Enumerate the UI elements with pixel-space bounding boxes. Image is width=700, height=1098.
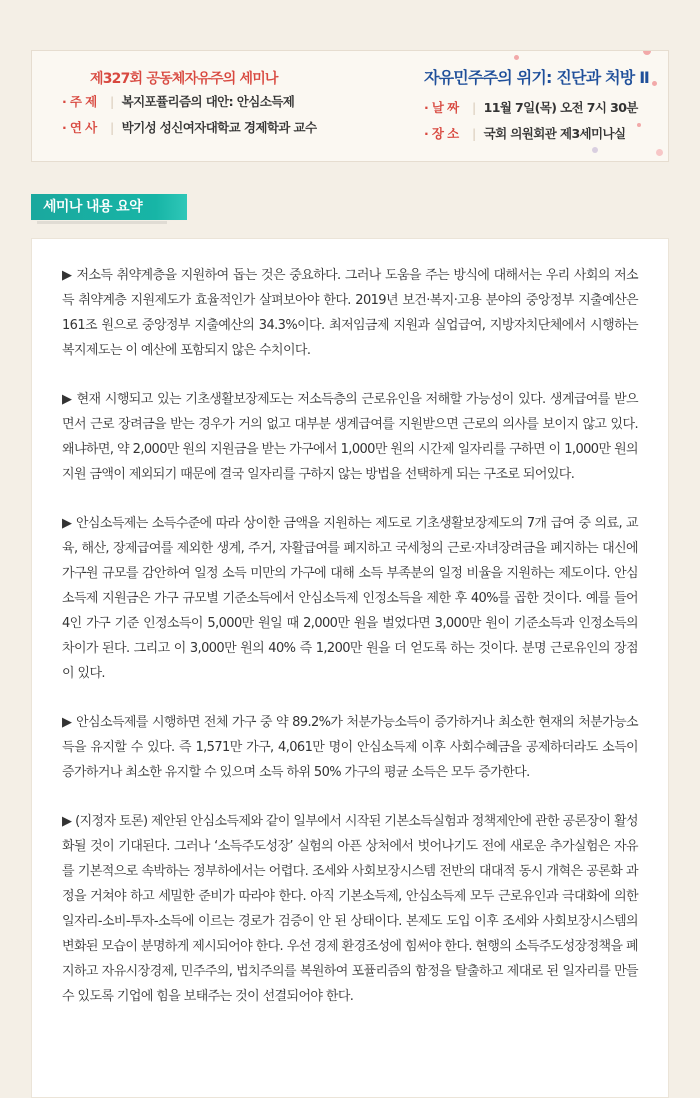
- info-row-topic: [62, 89, 316, 115]
- summary-paragraph: ▶ 저소득 취약계층을 지원하여 돕는 것은 중요하다. 그러나 도움을 주는 방식에 대해서는 우리 사회의 저소득 취약계층 지원제도가 효율적인가 살펴보아야 한다. 2019년 보건·복지·고용 분야의 중앙정부 지출예산은 161조 원으로 중앙정부 지출예산의 34.3%이다. 최저임금제 지원과 실업급여, 지방자치단체에서 시행하는 복지제도는 이 예산에 포함되지 않은 수치이다.: [62, 268, 638, 358]
- separator: |: [110, 94, 114, 109]
- info-row-venue: [424, 121, 649, 147]
- seminar-info-box: [31, 50, 669, 162]
- decorative-dot: [643, 50, 651, 55]
- summary-content: [31, 238, 669, 1098]
- summary-paragraph: ▶ 현재 시행되고 있는 기초생활보장제도는 저소득층의 근로유인을 저해할 가능성이 있다. 생계급여를 받으면서 근로 장려금을 받는 경우가 거의 없고 대부분 생계급여를 지원받으면 근로의 의사를 보이지 않고 있다. 왜냐하면, 약 2,000만 원의 지원금을 받는 가구에서 1,000만 원의 시간제 일자리를 구하면 이 1,000만 원의 지원 금액이 제외되기 때문에 결국 일자리를 구하지 않는 방법을 선택하게 되는 구조로 되어있다.: [62, 392, 638, 482]
- summary-paragraph: ▶ 안심소득제를 시행하면 전체 가구 중 약 89.2%가 처분가능소득이 증가하거나 최소한 현재의 처분가능소득을 유지할 수 있다. 즉 1,571만 가구, 4,061만 명이 안심소득제 이후 사회수혜금을 공제하더라도 소득이 증가하거나 최소한 유지할 수 있으며 소득 하위 50% 가구의 평균 소득은 모두 증가한다.: [62, 715, 638, 780]
- topic-value: 복지포퓰리즘의 대안: 안심소득제: [121, 94, 295, 109]
- decorative-dot: [592, 147, 598, 153]
- decorative-dot: [514, 55, 519, 60]
- separator: |: [110, 120, 114, 135]
- decorative-dot: [656, 149, 663, 156]
- seminar-number: 제327회 공동체자유주의 세미나: [90, 71, 278, 87]
- venue-label: · 장 소: [424, 126, 459, 141]
- summary-paragraph: ▶ 안심소득제는 소득수준에 따라 상이한 금액을 지원하는 제도로 기초생활보장제도의 7개 급여 중 의료, 교육, 해산, 장제급여를 제외한 생계, 주거, 자활급여를 폐지하고 국세청의 근로·자녀장려금을 폐지하는 대신에 가구원 규모를 감안하여 일정 소득 미만의 가구에 대해 소득 부족분의 일정 비율을 지원하는 제도이다. 안심소득제 지원금은 가구 규모별 기준소득에서 안심소득제 인정소득을 제한 후 40%를 곱한 것이다. 예를 들어 4인 가구 기준 인정소득이 5,000만 원일 때 2,000만 원을 벌었다면 3,000만 원이 기준소득과 인정소득의 차이가 된다. 그리고 이 3,000만 원의 40% 즉 1,200만 원을 더 얻도록 하는 것이다. 분명 근로유인의 장점이 있다.: [62, 516, 638, 681]
- venue-value: 국회 의원회관 제3세미나실: [483, 126, 626, 141]
- tag-shadow: [37, 221, 167, 224]
- separator: |: [472, 126, 476, 141]
- summary-paragraph: ▶ (지정자 토론) 제안된 안심소득제와 같이 일부에서 시작된 기본소득실험과 정책제안에 관한 공론장이 활성화될 것이 기대된다. 그러나 ‘소득주도성장’ 실험의 아픈 상처에서 벗어나기도 전에 새로운 추가실험은 자유를 기본적으로 속박하는 정부하에서는 어렵다. 조세와 사회보장시스템 전반의 대대적 동시 개혁은 공론화 과정을 거쳐야 하고 세밀한 준비가 따라야 한다. 아직 기본소득제, 안심소득제 모두 근로유인과 극대화에 의한 일자리-소비-투자-소득에 이르는 경로가 검증이 안 된 상태이다. 본제도 도입 이후 조세와 사회보장시스템의 변화된 모습이 분명하게 제시되어야 한다. 우선 경제 환경조성에 힘써야 한다. 현행의 소득주도성장정책을 폐지하고 자유시장경제, 민주주의, 법치주의를 복원하여 포퓰리즘의 함정을 탈출하고 제대로 된 일자리를 만들 수 있도록 기업에 힘을 보태주는 것이 선결되어야 한다.: [62, 814, 638, 1004]
- decorative-dot: [652, 81, 657, 86]
- date-label: · 날 짜: [424, 100, 459, 115]
- speaker-value: 박기성 성신여자대학교 경제학과 교수: [121, 120, 317, 135]
- seminar-info-right: [424, 67, 649, 147]
- topic-label: · 주 제: [62, 94, 97, 109]
- seminar-info-left: [62, 69, 316, 141]
- speaker-label: · 연 사: [62, 120, 97, 135]
- info-row-date: [424, 95, 649, 121]
- summary-section-tag: 세미나 내용 요약: [31, 194, 187, 220]
- separator: |: [472, 100, 476, 115]
- info-row-speaker: [62, 115, 316, 141]
- seminar-title: 자유민주주의 위기: 진단과 처방 Ⅱ: [424, 68, 649, 87]
- date-value: 11월 7일(목) 오전 7시 30분: [483, 100, 638, 115]
